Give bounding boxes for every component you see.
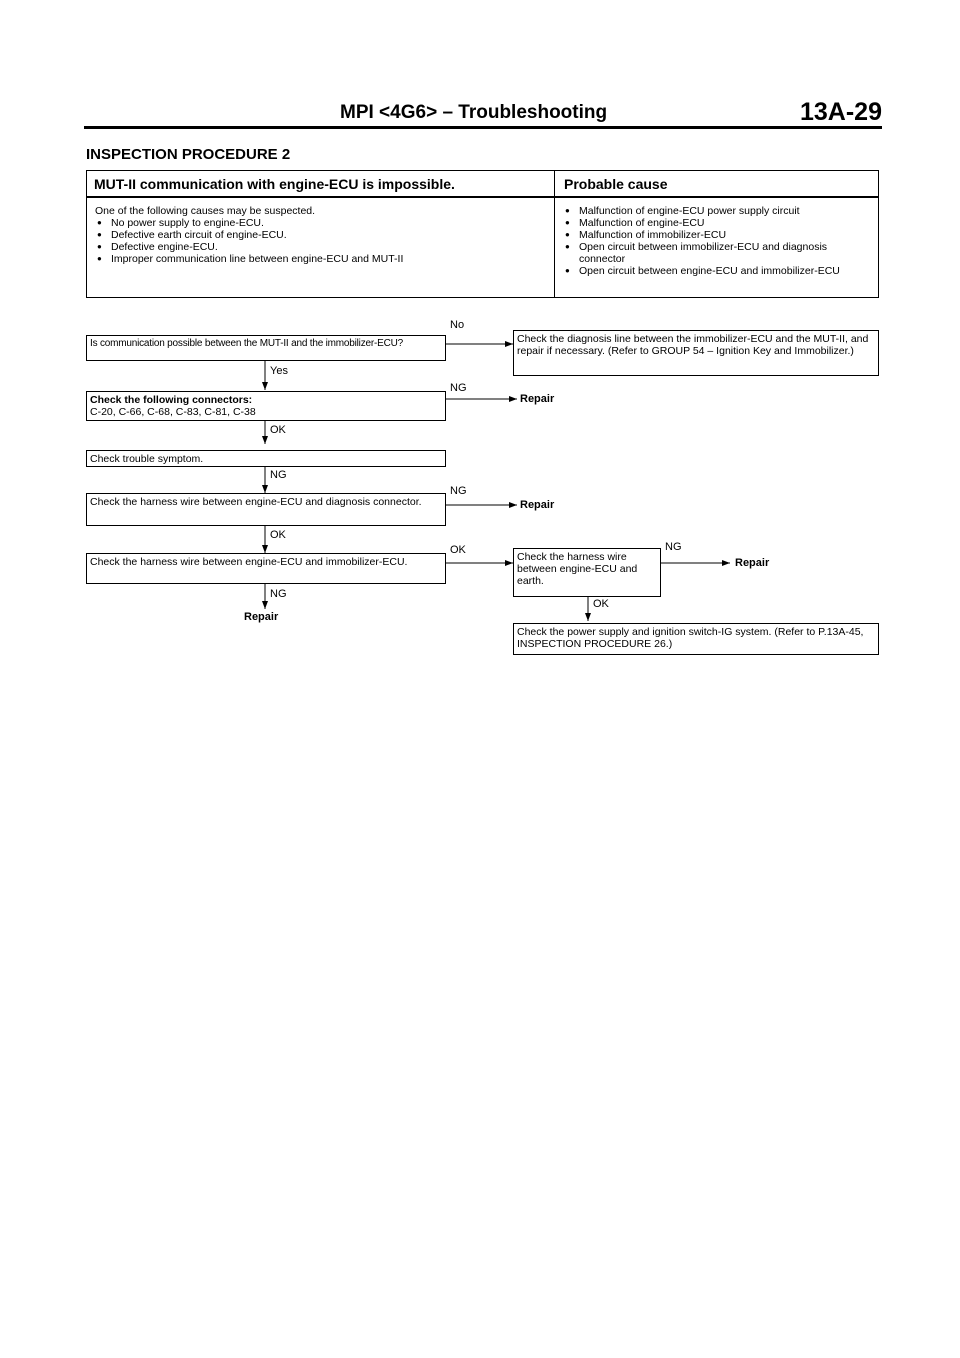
flow-label-ok: OK: [450, 544, 466, 556]
connectors-list: C-20, C-66, C-68, C-83, C-81, C-38: [90, 406, 256, 418]
causes-intro: One of the following causes may be suspected.: [95, 205, 316, 217]
flow-repair: Repair: [520, 393, 555, 405]
probable-cause-item: ● Malfunction of engine-ECU: [563, 217, 873, 229]
probable-cause-header: Probable cause: [564, 176, 668, 192]
flow-repair: Repair: [244, 611, 279, 623]
flow-label-ng: NG: [270, 588, 287, 600]
flow-label-ok: OK: [593, 598, 609, 610]
cause-item: ● Defective engine-ECU.: [95, 241, 545, 253]
flow-step7-box: Check the power supply and ignition switch-IG system. (Refer to P.13A-45, INSPECTION PROCEDURE 26.): [513, 623, 879, 655]
flow-step4-box: Check the harness wire between engine-ECU and diagnosis connector.: [86, 493, 446, 526]
flow-label-ng: NG: [450, 382, 467, 394]
flow-step3-box: Check trouble symptom.: [86, 450, 446, 467]
procedure-title: INSPECTION PROCEDURE 2: [86, 146, 291, 163]
probable-cause-item: ● Malfunction of engine-ECU power supply circuit: [563, 205, 873, 217]
probable-cause-item: ● Open circuit between engine-ECU and immobilizer-ECU: [563, 265, 873, 277]
flow-label-yes: Yes: [270, 365, 288, 377]
probable-cause-item: ● Open circuit between immobilizer-ECU and diagnosis connector: [563, 241, 873, 265]
symptom-header: MUT-II communication with engine-ECU is impossible.: [94, 176, 455, 192]
flow-repair: Repair: [735, 557, 770, 569]
flow-step2-box: [86, 391, 446, 421]
flow-step1-box: Is communication possible between the MUT-II and the immobilizer-ECU?: [86, 335, 446, 361]
flow-label-ng: NG: [450, 485, 467, 497]
flow-label-ok: OK: [270, 424, 286, 436]
cause-item: ● No power supply to engine-ECU.: [95, 217, 545, 229]
flow-label-ng: NG: [665, 541, 682, 553]
flow-no-action-box: Check the diagnosis line between the immobilizer-ECU and the MUT-II, and repair if necessary. (Refer to GROUP 54 – Ignition Key and Immobilizer.): [513, 330, 879, 376]
flow-label-ng: NG: [270, 469, 287, 481]
probable-cause-item: ● Malfunction of immobilizer-ECU: [563, 229, 873, 241]
cause-item: ● Defective earth circuit of engine-ECU.: [95, 229, 545, 241]
flow-repair: Repair: [520, 499, 555, 511]
page-section-title: MPI <4G6> – Troubleshooting: [340, 102, 608, 123]
connectors-title: Check the following connectors:: [90, 394, 253, 406]
flow-step5-box: Check the harness wire between engine-ECU and immobilizer-ECU.: [86, 553, 446, 584]
page-number: 13A-29: [800, 98, 882, 126]
cause-item: ● Improper communication line between engine-ECU and MUT-II: [95, 253, 545, 265]
flow-step6-box: Check the harness wire between engine-ECU and earth.: [513, 548, 661, 597]
flow-label-ok: OK: [270, 529, 286, 541]
flow-label-no: No: [450, 319, 465, 331]
